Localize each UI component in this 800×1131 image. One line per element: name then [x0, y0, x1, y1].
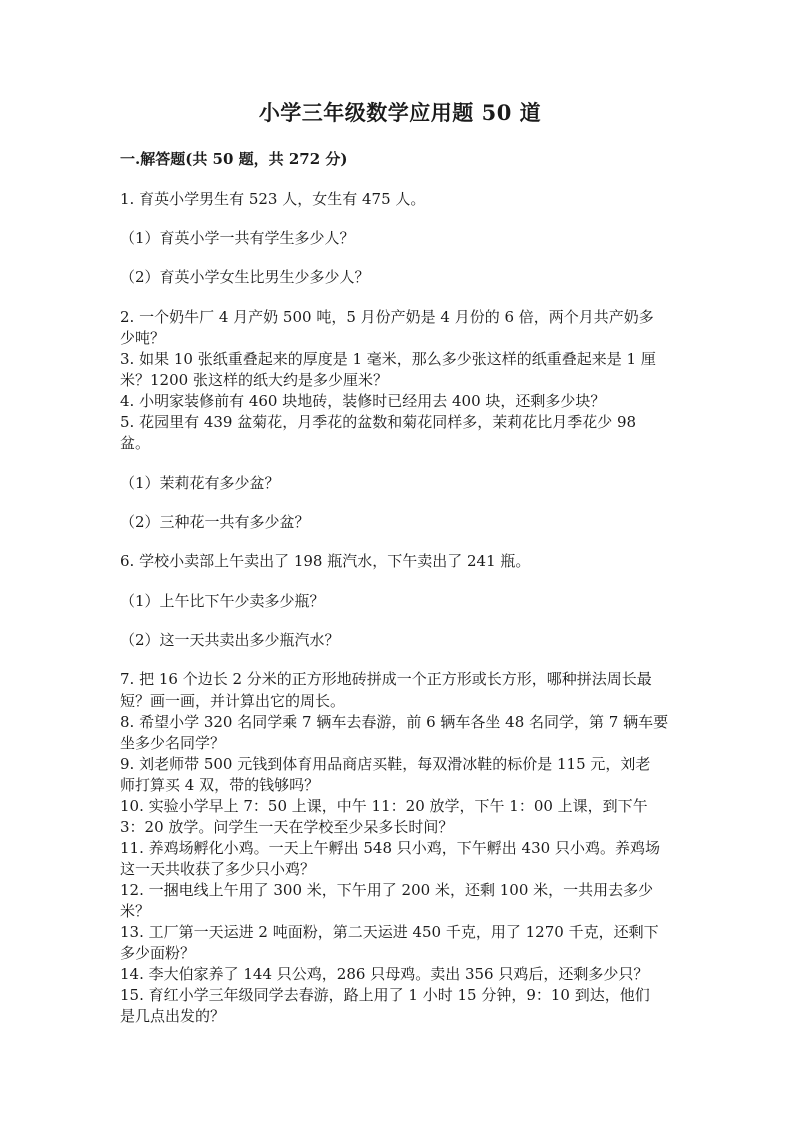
section-heading: 一.解答题(共 50 题，共 272 分) — [120, 150, 348, 168]
question-9-line-2: 师打算买 4 双，带的钱够吗？ — [120, 776, 320, 794]
question-3-line-2: 米？1200 张这样的纸大约是多少厘米？ — [120, 371, 388, 389]
question-6-line-1: 6. 学校小卖部上午卖出了 198 瓶汽水，下午卖出了 241 瓶。 — [120, 552, 531, 570]
question-1-subquestion-1: （1）育英小学一共有学生多少人？ — [120, 229, 355, 247]
question-9-line-1: 9. 刘老师带 500 元钱到体育用品商店买鞋，每双滑冰鞋的标价是 115 元，刘老 — [120, 755, 651, 773]
question-12-line-2: 米？ — [120, 902, 151, 920]
question-1-line-1: 1. 育英小学男生有 523 人，女生有 475 人。 — [120, 190, 426, 208]
question-10-line-2: 3：20 放学。问学生一天在学校至少呆多长时间？ — [120, 818, 454, 836]
question-2-line-2: 少吨？ — [120, 329, 166, 347]
question-4-line-1: 4. 小明家装修前有 460 块地砖，装修时已经用去 400 块，还剩多少块？ — [120, 392, 606, 410]
question-2-line-1: 2. 一个奶牛厂 4 月产奶 500 吨，5 月份产奶是 4 月份的 6 倍，两个月共产奶多 — [120, 308, 654, 326]
question-14-line-1: 14. 李大伯家养了 144 只公鸡，286 只母鸡。卖出 356 只鸡后，还剩多少只？ — [120, 965, 649, 983]
question-13-line-1: 13. 工厂第一天运进 2 吨面粉，第二天运进 450 千克，用了 1270 千克，还剩下 — [120, 923, 659, 941]
question-12-line-1: 12. 一捆电线上午用了 300 米，下午用了 200 米，还剩 100 米，一共用去多少 — [120, 881, 654, 899]
question-5-line-1: 5. 花园里有 439 盆菊花，月季花的盆数和菊花同样多，茉莉花比月季花少 98 — [120, 413, 637, 431]
question-15-line-1: 15. 育红小学三年级同学去春游，路上用了 1 小时 15 分钟，9：10 到达，他们 — [120, 986, 650, 1004]
question-7-line-1: 7. 把 16 个边长 2 分米的正方形地砖拼成一个正方形或长方形，哪种拼法周长最 — [120, 670, 652, 688]
question-7-line-2: 短？画一画，并计算出它的周长。 — [120, 692, 346, 710]
question-15-line-2: 是几点出发的？ — [120, 1007, 226, 1025]
question-8-line-1: 8. 希望小学 320 名同学乘 7 辆车去春游，前 6 辆车各坐 48 名同学，第 7 辆车要 — [120, 713, 669, 731]
question-11-line-1: 11. 养鸡场孵化小鸡。一天上午孵出 548 只小鸡，下午孵出 430 只小鸡。养鸡场 — [120, 839, 660, 857]
question-5-subquestion-1: （1）茉莉花有多少盆？ — [120, 474, 280, 492]
question-5-subquestion-2: （2）三种花一共有多少盆？ — [120, 513, 310, 531]
question-5-line-2: 盆。 — [120, 434, 151, 452]
question-6-subquestion-2: （2）这一天共卖出多少瓶汽水？ — [120, 631, 340, 649]
question-11-line-2: 这一天共收获了多少只小鸡？ — [120, 860, 316, 878]
page-title: 小学三年级数学应用题 50 道 — [258, 100, 542, 125]
question-1-subquestion-2: （2）育英小学女生比男生少多少人？ — [120, 268, 370, 286]
question-8-line-2: 坐多少名同学？ — [120, 734, 226, 752]
question-13-line-2: 多少面粉？ — [120, 944, 196, 962]
question-6-subquestion-1: （1）上午比下午少卖多少瓶？ — [120, 592, 325, 610]
question-3-line-1: 3. 如果 10 张纸重叠起来的厚度是 1 毫米，那么多少张这样的纸重叠起来是 1 厘 — [120, 350, 656, 368]
question-10-line-1: 10. 实验小学早上 7：50 上课，中午 11：20 放学，下午 1：00 上课，到下午 — [120, 797, 648, 815]
